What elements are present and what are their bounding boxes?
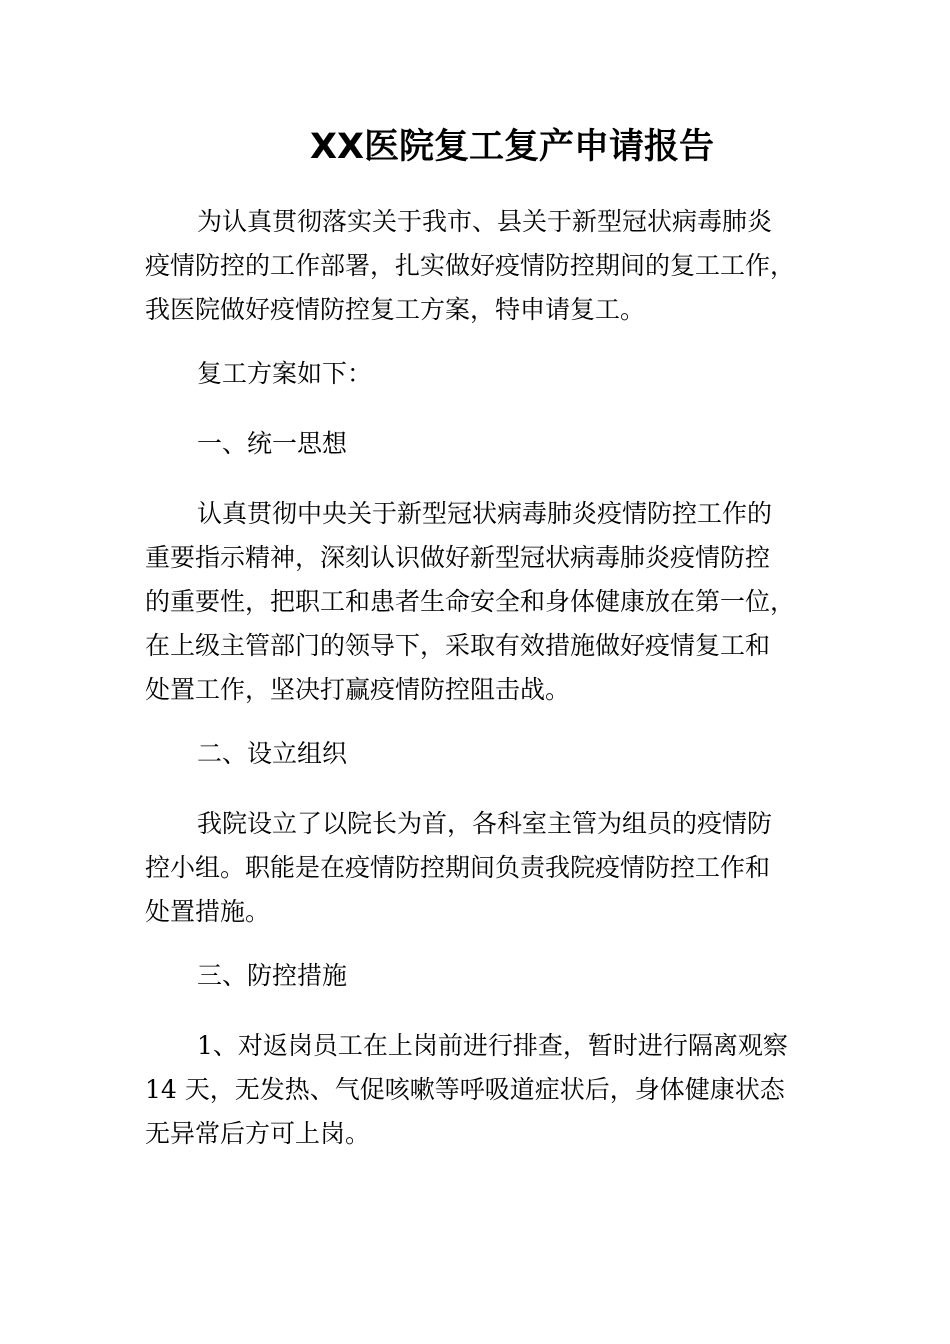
intro-line-3: 我医院做好疫情防控复工方案，特申请复工。	[145, 295, 646, 324]
intro-line-1: 为认真贯彻落实关于我市、县关于新型冠状病毒肺炎	[197, 207, 773, 236]
section-3-item-1-paragraph	[145, 1024, 805, 1156]
section-1-heading: 一、统一思想	[197, 429, 348, 458]
section-3-item-1-line-1: 1、对返岗员工在上岗前进行排查，暂时进行隔离观察	[197, 1031, 788, 1060]
section-1-paragraph	[145, 492, 805, 712]
document-body	[145, 200, 805, 1176]
section-2-line-3: 处置措施。	[145, 897, 271, 926]
section-1-line-2: 重要指示精神，深刻认识做好新型冠状病毒肺炎疫情防控	[145, 543, 771, 572]
section-2-line-2: 控小组。职能是在疫情防控期间负责我院疫情防控工作和	[145, 853, 771, 882]
section-3-item-1-line-2: 14 天，无发热、气促咳嗽等呼吸道症状后，身体健康状态	[145, 1075, 785, 1104]
document-title: XX医院复工复产申请报告	[310, 127, 714, 167]
intro-paragraph	[145, 200, 805, 332]
intro-line-2: 疫情防控的工作部署，扎实做好疫情防控期间的复工工作，	[145, 251, 796, 280]
section-3-item-1-line-3: 无异常后方可上岗。	[145, 1119, 371, 1148]
section-2-heading: 二、设立组织	[197, 739, 348, 768]
plan-label: 复工方案如下：	[197, 359, 373, 388]
section-1-line-5: 处置工作，坚决打赢疫情防控阻击战。	[145, 675, 571, 704]
section-1-line-4: 在上级主管部门的领导下，采取有效措施做好疫情复工和	[145, 631, 771, 660]
section-1-line-1: 认真贯彻中央关于新型冠状病毒肺炎疫情防控工作的	[197, 499, 773, 528]
section-2-line-1: 我院设立了以院长为首，各科室主管为组员的疫情防	[197, 809, 773, 838]
section-1-line-3: 的重要性，把职工和患者生命安全和身体健康放在第一位，	[145, 587, 796, 616]
section-2-paragraph	[145, 802, 805, 934]
section-3-heading: 三、防控措施	[197, 961, 348, 990]
